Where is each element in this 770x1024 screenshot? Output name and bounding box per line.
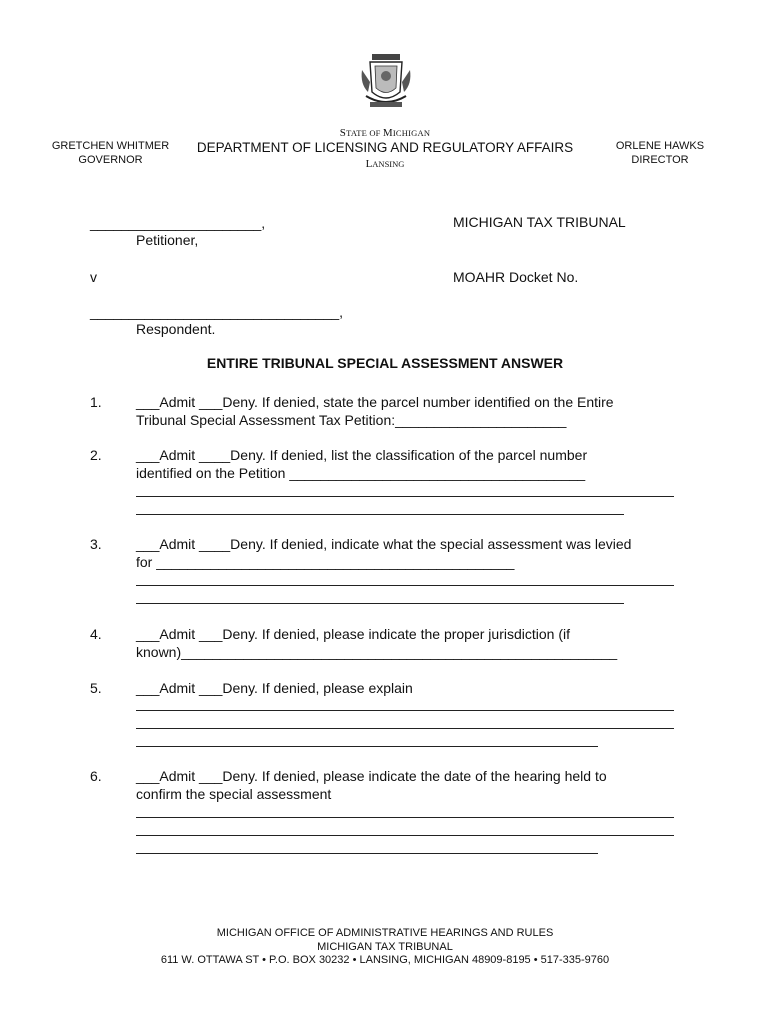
item-6[interactable] xyxy=(136,767,681,803)
item-number: 1. xyxy=(90,394,102,410)
answer-line[interactable] xyxy=(136,817,674,818)
form-title: ENTIRE TRIBUNAL SPECIAL ASSESSMENT ANSWER xyxy=(206,355,564,371)
item-number: 6. xyxy=(90,768,102,784)
item-number: 3. xyxy=(90,536,102,552)
item-3-line1: ___Admit ____Deny. If denied, indicate what the special assessment was levied xyxy=(136,536,632,552)
director-title: DIRECTOR xyxy=(631,153,689,166)
respondent-blank[interactable]: ________________________________, xyxy=(90,304,344,320)
answer-line[interactable] xyxy=(136,853,598,854)
answer-line[interactable] xyxy=(136,603,624,604)
city-name: LANSING xyxy=(365,158,405,170)
footer-agency: MICHIGAN OFFICE OF ADMINISTRATIVE HEARINGS AND RULES xyxy=(216,927,554,939)
item-number: 5. xyxy=(90,680,102,696)
item-3[interactable] xyxy=(136,535,681,571)
petitioner-blank[interactable]: ______________________, xyxy=(90,215,266,231)
footer-address: 611 W. OTTAWA ST • P.O. BOX 30232 • LANSING, MICHIGAN 48909-8195 • 517-335-9760 xyxy=(160,954,610,966)
answer-line[interactable] xyxy=(136,496,674,497)
department-name: DEPARTMENT OF LICENSING AND REGULATORY AFFAIRS xyxy=(196,140,574,155)
item-5[interactable] xyxy=(136,679,681,697)
michigan-seal-icon xyxy=(358,52,414,112)
item-2[interactable] xyxy=(136,446,681,482)
item-5-line1: ___Admit ___Deny. If denied, please explain xyxy=(136,680,413,696)
item-4-line2: known)________________________________________________________ xyxy=(136,644,618,660)
item-6-line2: confirm the special assessment xyxy=(136,786,332,802)
answer-line[interactable] xyxy=(136,835,674,836)
answer-line[interactable] xyxy=(136,728,674,729)
governor-name: GRETCHEN WHITMER xyxy=(51,140,170,152)
item-6-line1: ___Admit ___Deny. If denied, please indicate the date of the hearing held to xyxy=(136,768,607,784)
tribunal-name: MICHIGAN TAX TRIBUNAL xyxy=(453,214,626,230)
item-1[interactable] xyxy=(136,393,681,429)
item-number: 2. xyxy=(90,447,102,463)
item-3-line2: for ______________________________________________ xyxy=(136,554,515,570)
item-1-line1: ___Admit ___Deny. If denied, state the parcel number identified on the Entire xyxy=(136,394,614,410)
respondent-label: Respondent. xyxy=(136,321,216,337)
director-block xyxy=(600,140,720,167)
item-number: 4. xyxy=(90,626,102,642)
governor-title: GOVERNOR xyxy=(78,153,143,166)
item-4[interactable] xyxy=(136,625,681,661)
footer xyxy=(0,927,770,968)
item-4-line1: ___Admit ___Deny. If denied, please indicate the proper jurisdiction (if xyxy=(136,626,570,642)
answer-line[interactable] xyxy=(136,514,624,515)
governor-block xyxy=(48,140,173,167)
item-2-line1: ___Admit ____Deny. If denied, list the classification of the parcel number xyxy=(136,447,588,463)
versus: v xyxy=(90,269,97,285)
item-1-line2: Tribunal Special Assessment Tax Petition:______________________ xyxy=(136,412,567,428)
director-name: ORLENE HAWKS xyxy=(615,140,705,152)
petitioner-label: Petitioner, xyxy=(136,232,199,248)
answer-line[interactable] xyxy=(136,710,674,711)
footer-tribunal: MICHIGAN TAX TRIBUNAL xyxy=(317,940,453,953)
state-of-michigan: STATE OF MICHIGAN xyxy=(339,127,431,139)
item-2-line2: identified on the Petition ______________________________________ xyxy=(136,465,586,481)
docket-number-label: MOAHR Docket No. xyxy=(453,269,579,285)
answer-line[interactable] xyxy=(136,585,674,586)
answer-line[interactable] xyxy=(136,746,598,747)
